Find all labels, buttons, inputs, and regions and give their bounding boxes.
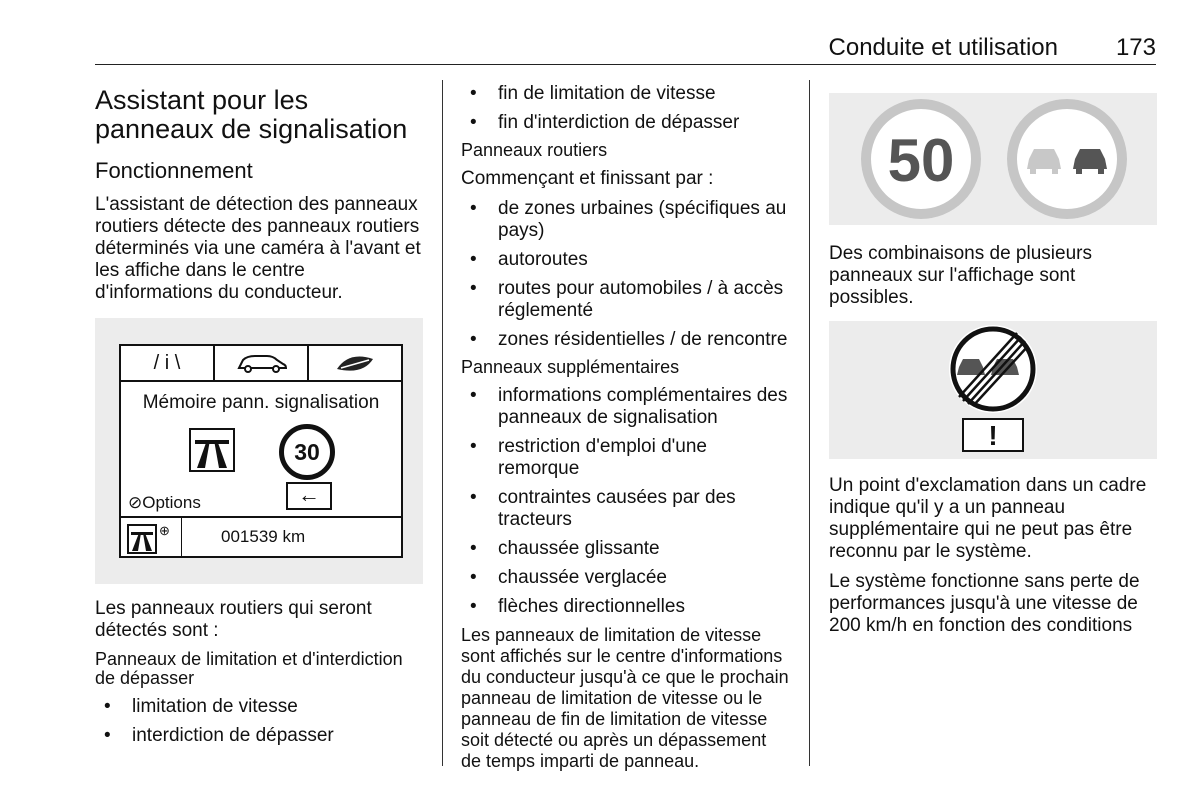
performance-paragraph: Le système fonctionne sans perte de performances jusqu'à une vitesse de 200 km/h en fonction des conditions	[829, 571, 1140, 636]
list-item: • informations complémentaires des panneaux de signalisation	[470, 385, 788, 428]
list-item: • autoroutes	[470, 249, 588, 270]
end-no-overtaking-sign	[829, 321, 1157, 459]
driver-info-display	[119, 344, 403, 558]
list-item: • de zones urbaines (spécifiques au pays)	[470, 198, 787, 241]
column-2	[461, 83, 791, 780]
combo-paragraph: Des combinaisons de plusieurs panneaux sur l'affichage sont possibles.	[829, 243, 1092, 308]
section-title: Conduite et utilisation	[828, 34, 1058, 61]
options-icon: ⊘	[128, 493, 143, 512]
tab-eco-icon	[309, 346, 401, 380]
speed-limit-30-sign: 30	[279, 424, 335, 480]
extra-signs-list	[461, 385, 791, 618]
road-signs-list	[461, 198, 791, 351]
column-divider	[809, 80, 810, 766]
column-1	[95, 80, 425, 754]
list-item: • fin d'interdiction de dépasser	[470, 112, 740, 133]
column-3	[829, 85, 1157, 645]
display-status-bar	[121, 516, 401, 558]
list-item: • restriction d'emploi d'une remorque	[470, 436, 707, 479]
tab-lane-icon: / i \	[153, 352, 181, 374]
display-title: Mémoire pann. signalisation	[142, 392, 380, 413]
signs-illustration	[829, 93, 1157, 225]
section-heading: Assistant pour les panneaux de signalisation	[95, 85, 408, 144]
status-divider	[181, 518, 182, 556]
column-divider	[442, 80, 443, 766]
options-label: ⊘Options	[128, 493, 201, 512]
detected-intro: Les panneaux routiers qui seront détectés sont :	[95, 598, 372, 641]
list-item: • chaussée glissante	[470, 538, 660, 559]
list-item: • zones résidentielles / de rencontre	[470, 329, 788, 350]
display-tabs	[121, 346, 401, 382]
display-paragraph: Les panneaux de limitation de vitesse sont affichés sur le centre d'informations du conducteur jusqu'à ce que le prochain panneau de limitation de vitesse ou le panneau de fin de limitation de vitesse soit détecté ou après un dépassement de temps imparti de panneau.	[461, 625, 789, 771]
motorway-small-icon	[127, 524, 157, 554]
tab-car-icon	[213, 346, 309, 380]
exclamation-paragraph: Un point d'exclamation dans un cadre indique qu'il y a un panneau supplémentaire qui ne peut pas être reconnu par le système.	[829, 475, 1147, 562]
page-number: 173	[1115, 34, 1156, 61]
leaf-icon	[333, 351, 377, 375]
extra-signs-heading: Panneaux supplémentaires	[461, 357, 680, 377]
display-illustration	[95, 318, 423, 584]
limits-list-continued	[461, 83, 791, 134]
exclamation-illustration	[829, 321, 1157, 459]
limits-heading: Panneaux de limitation et d'interdiction de dépasser	[95, 649, 403, 688]
speed-50-label: 50	[887, 127, 955, 194]
speed-and-no-overtaking-signs	[829, 93, 1157, 225]
motorway-sign-icon	[189, 428, 235, 472]
list-item: • contraintes causées par des tracteurs	[470, 487, 736, 530]
list-item: • chaussée verglacée	[470, 567, 667, 588]
plus-icon: ⊕	[159, 523, 170, 538]
intro-paragraph: L'assistant de détection des panneaux routiers détecte des panneaux routiers déterminés via une caméra à l'avant et les affiche dans le centre d'informations du conducteur.	[95, 194, 421, 303]
exclamation-icon: !	[988, 420, 998, 451]
car-icon	[233, 350, 289, 376]
road-signs-heading: Panneaux routiers	[461, 140, 608, 160]
list-item: • flèches directionnelles	[470, 596, 685, 617]
subheading: Fonctionnement	[95, 158, 253, 183]
list-item: • interdiction de dépasser	[104, 725, 334, 746]
page-header	[95, 30, 1156, 65]
road-signs-intro: Commençant et finissant par :	[461, 168, 714, 189]
list-item: • routes pour automobiles / à accès réglementé	[470, 278, 784, 321]
limits-list	[95, 696, 425, 747]
list-item: • fin de limitation de vitesse	[470, 83, 716, 104]
odometer: 001539 km	[221, 527, 306, 546]
list-item: • limitation de vitesse	[104, 696, 298, 717]
back-arrow-icon: ←	[286, 482, 332, 510]
